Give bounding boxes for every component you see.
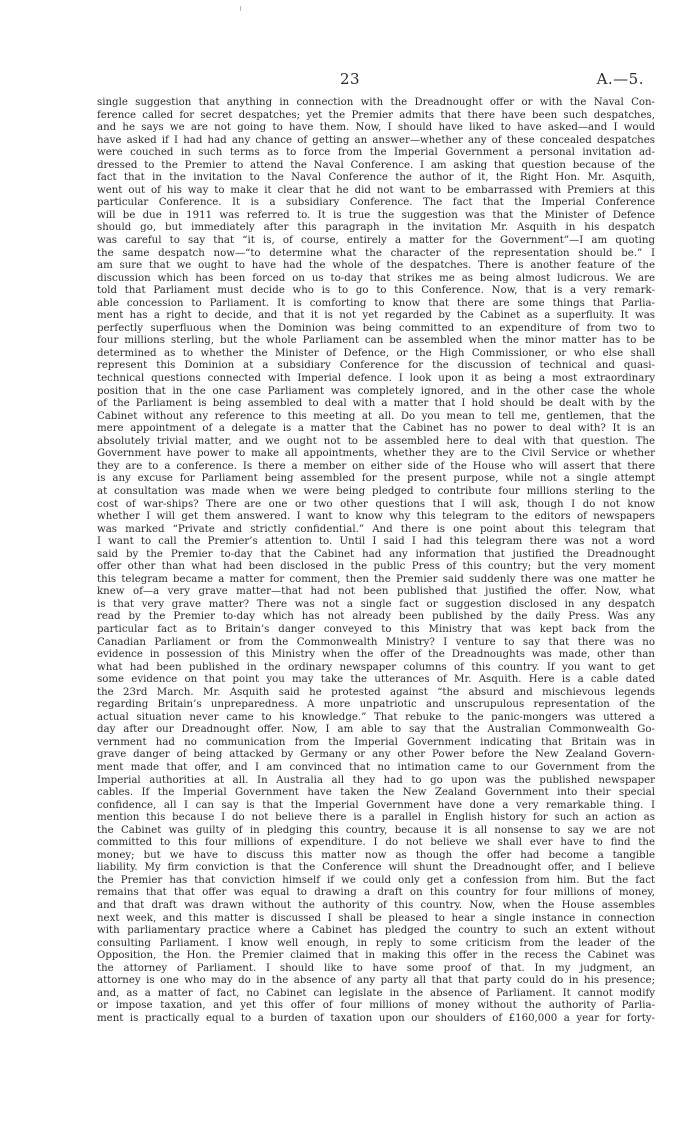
text-line: at consultation was made when we were being pledged to contribute four millions sterling to the (97, 485, 655, 497)
text-line: determined as to whether the Minister of Defence, or the High Commissioner, or who else shall (97, 347, 655, 359)
text-line: Government have power to make all appointments, whether they are to the Civil Service or whether (97, 448, 655, 460)
text-line: attorney is one who may do in the absence of any party all that that party could do in his presence; (97, 975, 655, 987)
body-text (97, 97, 655, 1025)
text-line: ment is practically equal to a burden of taxation upon our shoulders of £160,000 a year for forty- (97, 1012, 655, 1024)
text-line: mere appointment of a delegate is a matter that the Cabinet has no power to deal with? It is an (97, 423, 655, 435)
text-line: and that draft was drawn without the authority of this country. Now, when the House assembles (97, 900, 655, 911)
text-line: of the Parliament is being assembled to deal with a matter that I hold should be dealt with by the (97, 398, 655, 410)
text-line: technical questions connected with Imperial defence. I look upon it as being a most extraordinary (97, 373, 655, 385)
text-line: have asked if I had had any chance of getting an answer—whether any of these concealed despatches (97, 134, 655, 146)
text-line: went out of his way to make it clear that he did not want to be embarrassed with Premiers at this (97, 184, 655, 196)
text-line: perfectly superfluous when the Dominion was being committed to an expenditure of from two to (97, 322, 655, 334)
text-line: told that Parliament must decide who is to go to this Conference. Now, that is a very remark- (97, 285, 655, 297)
text-line: able concession to Parliament. It is comforting to know that there are some things that Parlia- (97, 297, 655, 309)
text-line: four millions sterling, but the whole Parliament can be assembled when the minor matter has to be (97, 335, 655, 347)
text-line: liability. My firm conviction is that the Conference will shunt the Dreadnought offer, and I believe (97, 862, 655, 874)
text-line: the 23rd March. Mr. Asquith said he protested against “the absurd and mischievous legends (97, 686, 655, 698)
text-line: evidence in possession of this Ministry when the offer of the Dreadnoughts was made, other than (97, 649, 655, 661)
text-line: dressed to the Premier to attend the Naval Conference. I am asking that question because of the (97, 159, 655, 171)
text-line: particular fact as to Britain’s danger conveyed to this Ministry that was kept back from the (97, 623, 655, 635)
text-line: is any excuse for Parliament being assembled for the present purpose, while not a single attempt (97, 473, 655, 485)
text-line: Opposition, the Hon. the Premier claimed that in making this offer in the recess the Cabinet was (97, 950, 655, 962)
text-line: offer other than what had been disclosed in the public Press of this country; but the very moment (97, 561, 655, 573)
text-line: Imperial authorities at all. In Australia all they had to go upon was the published newspaper (97, 774, 655, 786)
paper-reference: A.—5. (596, 70, 644, 88)
text-line: absolutely trivial matter, and we ought not to be assembled here to deal with that question. The (97, 435, 655, 447)
text-line: committed to this four millions of expenditure. I do not believe we shall ever have to find the (97, 837, 655, 849)
text-line: regarding Britain’s unpreparedness. A more unpatriotic and unscrupulous representation of the (97, 699, 655, 711)
text-line: ment has a right to decide, and that it is not yet regarded by the Cabinet as a superfluity. It was (97, 310, 655, 322)
text-line: and, as a matter of fact, no Cabinet can legislate in the absence of Parliament. It cannot modify (97, 987, 655, 999)
page-number: 23 (339, 70, 361, 88)
text-line: was careful to say that “it is, of course, entirely a matter for the Government”—I am quoting (97, 235, 655, 247)
text-line: actual situation never came to his knowledge.” That rebuke to the panic-mongers was uttered a (97, 711, 655, 723)
text-line: money; but we have to discuss this matter now as though the offer had become a tangible (97, 849, 655, 861)
text-line: the Cabinet was guilty of in pledging this country, because it is all nonsense to say we are not (97, 824, 655, 836)
text-line: cost of war-ships? There are one or two other questions that I will ask, though I do not know (97, 498, 655, 510)
text-line: consulting Parliament. I know well enough, in reply to some criticism from the leader of the (97, 937, 655, 949)
text-line: said by the Premier to-day that the Cabinet had any information that justified the Dreadnought (97, 548, 655, 560)
text-line: cables. If the Imperial Government have taken the New Zealand Government into their special (97, 787, 655, 799)
text-line: I want to call the Premier’s attention to. Until I said I had this telegram there was not a word (97, 536, 655, 548)
text-line: the same despatch now—“to determine what the character of the representation should be.” I (97, 247, 655, 259)
text-line: whether I will get them answered. I want to know why this telegram to the editors of newspapers (97, 511, 655, 523)
text-line: this telegram became a matter for comment, then the Premier said suddenly there was one matter he (97, 573, 655, 585)
text-line: next week, and this matter is discussed I shall be pleased to hear a single instance in connection (97, 912, 655, 924)
scan-speck (240, 6, 241, 11)
text-line: mention this because I do not believe there is a parallel in English history for such an action as (97, 812, 655, 824)
text-line: the attorney of Parliament. I should like to have some proof of that. In my judgment, an (97, 962, 655, 974)
text-line: position that in the one case Parliament was completely ignored, and in the other case the whole (97, 385, 655, 397)
text-line: vernment had no communication from the Imperial Government indicating that Britain was in (97, 736, 655, 748)
text-line: read by the Premier to-day which has not already been published by the daily Press. Was any (97, 611, 655, 623)
text-line: single suggestion that anything in connection with the Dreadnought offer or with the Naval Con- (97, 97, 655, 108)
text-line: they are to a conference. Is there a member on either side of the House who will assert that there (97, 460, 655, 472)
text-line: ment made that offer, and I am convinced that no intimation came to our Government from the (97, 761, 655, 773)
text-line: or impose taxation, and yet this offer of four millions of money without the authority of Parlia- (97, 1000, 655, 1012)
text-line: knew of—a very grave matter—that had not been published that justified the offer. Now, what (97, 586, 655, 598)
text-line: particular Conference. It is a subsidiary Conference. The fact that the Imperial Conference (97, 197, 655, 209)
text-line: and he says we are not going to have them. Now, I should have liked to have asked—and I would (97, 122, 655, 134)
text-line: will be due in 1911 was referred to. It is true the suggestion was that the Minister of Defence (97, 209, 655, 221)
text-line: represent this Dominion at a subsidiary Conference for the discussion of technical and quasi- (97, 360, 655, 372)
text-line: Canadian Parliament or from the Commonwealth Ministry? I venture to say that there was no (97, 636, 655, 648)
text-line: day after our Dreadnought offer. Now, I am able to say that the Australian Commonwealth Go- (97, 724, 655, 736)
text-line: ference called for secret despatches; yet the Premier admits that there have been such despatches, (97, 109, 655, 121)
text-line: some evidence on that point you may take the utterances of Mr. Asquith. Here is a cable dated (97, 674, 655, 686)
text-line: were couched in such terms as to force from the Imperial Government a personal invitation ad- (97, 147, 655, 159)
text-line: fact that in the invitation to the Naval Conference the author of it, the Right Hon. Mr. Asquith, (97, 172, 655, 184)
text-line: should go, but immediately after this paragraph in the invitation Mr. Asquith in his despatch (97, 222, 655, 234)
text-line: remains that that offer was equal to drawing a draft on this country for four millions of money, (97, 887, 655, 899)
text-line: the Premier has that conviction himself if we could only get a confession from him. But the fact (97, 874, 655, 886)
text-line: was marked “Private and strictly confidential.” And there is one point about this telegram that (97, 523, 655, 535)
text-line: confidence, all I can say is that the Imperial Government have done a very remarkable thing. I (97, 799, 655, 811)
text-line: is that very grave matter? There was not a single fact or suggestion disclosed in any despatch (97, 598, 655, 610)
text-line: Cabinet without any reference to this meeting at all. Do you mean to tell me, gentlemen, that the (97, 410, 655, 422)
text-line: with parliamentary practice where a Cabinet has pledged the country to such an extent without (97, 925, 655, 937)
text-line: discussion which has been forced on us to-day that strikes me as being almost ludicrous. We are (97, 272, 655, 284)
text-line: am sure that we ought to have had the whole of the despatches. There is another feature of the (97, 260, 655, 272)
text-line: what had been published in the ordinary newspaper columns of this country. If you want to get (97, 661, 655, 673)
text-line: grave danger of being attacked by Germany or any other Power before the New Zealand Govern- (97, 749, 655, 761)
